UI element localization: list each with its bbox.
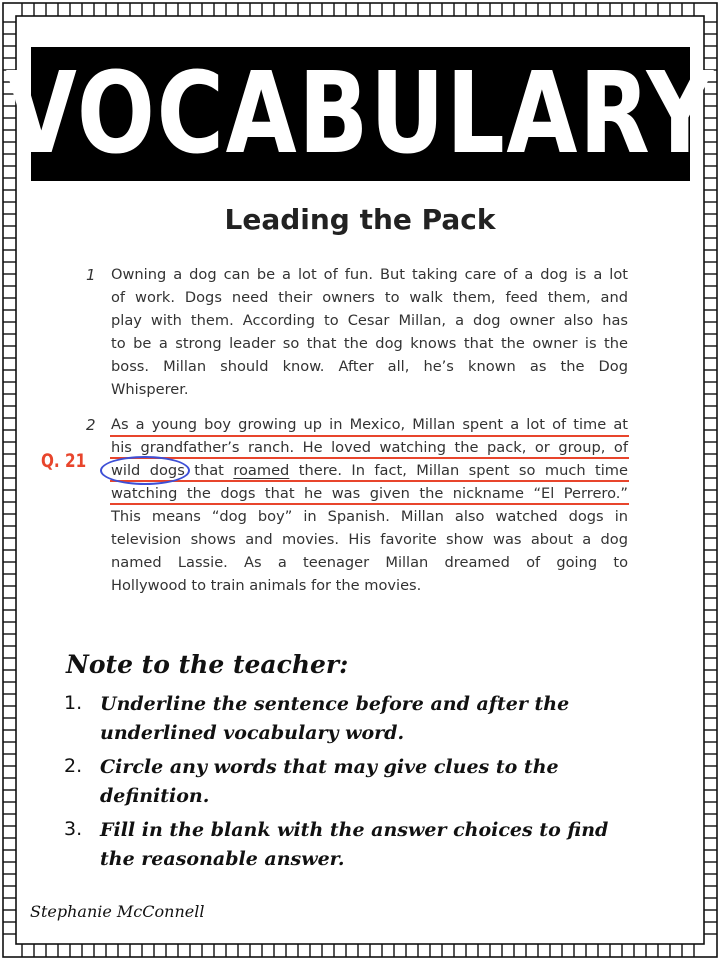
banner-title: VOCABULARY: [6, 49, 715, 179]
sentence-underline: [110, 457, 629, 459]
vocabulary-banner: [6, 47, 715, 181]
question-label: Q. 21: [41, 450, 87, 472]
note-text: Fill in the blank with the answer choices to find the reasonable answer.: [100, 819, 609, 870]
sentence-underline: [110, 435, 629, 437]
text-line: Whisperer.: [111, 381, 189, 398]
text-line: play with them. According to Cesar Millan, a dog owner also has: [111, 312, 628, 329]
clue-circle: [100, 456, 190, 485]
note-text: Circle any words that may give clues to the definition.: [100, 756, 559, 807]
paragraph-number: 2: [86, 416, 96, 434]
text-line: television shows and movies. His favorite show was about a dog: [111, 531, 628, 548]
text-line: Owning a dog can be a lot of fun. But taking care of a dog is a lot: [111, 266, 628, 283]
passage-title: Leading the Pack: [224, 203, 496, 236]
text-fragment: there. In fact, Millan spent so much time: [298, 462, 629, 479]
vocabulary-word: roamed: [233, 462, 290, 479]
note-number: 3.: [64, 818, 83, 840]
author-signature: Stephanie McConnell: [30, 902, 205, 921]
note-item: [64, 816, 644, 874]
text-line: of work. Dogs need their owners to walk them, feed them, and: [111, 289, 628, 306]
text-line: named Lassie. As a teenager Millan dreamed of going to: [111, 554, 628, 571]
text-line: to be a strong leader so that the dog knows that the owner is the: [111, 335, 628, 352]
text-line: his grandfather’s ranch. He loved watching the pack, or group, of: [111, 439, 628, 456]
paragraph-number: 1: [86, 266, 96, 284]
text-line: boss. Millan should know. After all, he’s known as the Dog: [111, 358, 628, 375]
note-item: [64, 690, 644, 748]
note-number: 1.: [64, 692, 83, 714]
note-title: Note to the teacher:: [66, 650, 349, 679]
paragraph-2: [111, 413, 628, 597]
note-list: [64, 690, 644, 879]
note-number: 2.: [64, 755, 83, 777]
note-text: Underline the sentence before and after the underlined vocabulary word.: [100, 693, 570, 744]
note-item: [64, 753, 644, 811]
sentence-underline: [110, 480, 629, 482]
clue-words: wild dogs that: [111, 462, 224, 479]
text-line: As a young boy growing up in Mexico, Millan spent a lot of time at: [111, 416, 628, 433]
text-line: This means “dog boy” in Spanish. Millan also watched dogs in: [111, 508, 628, 525]
text-line: watching the dogs that he was given the nickname “El Perrero.”: [111, 485, 628, 502]
text-line: Hollywood to train animals for the movies.: [111, 577, 422, 594]
sentence-underline: [110, 503, 629, 505]
paragraph-1: [111, 263, 628, 401]
